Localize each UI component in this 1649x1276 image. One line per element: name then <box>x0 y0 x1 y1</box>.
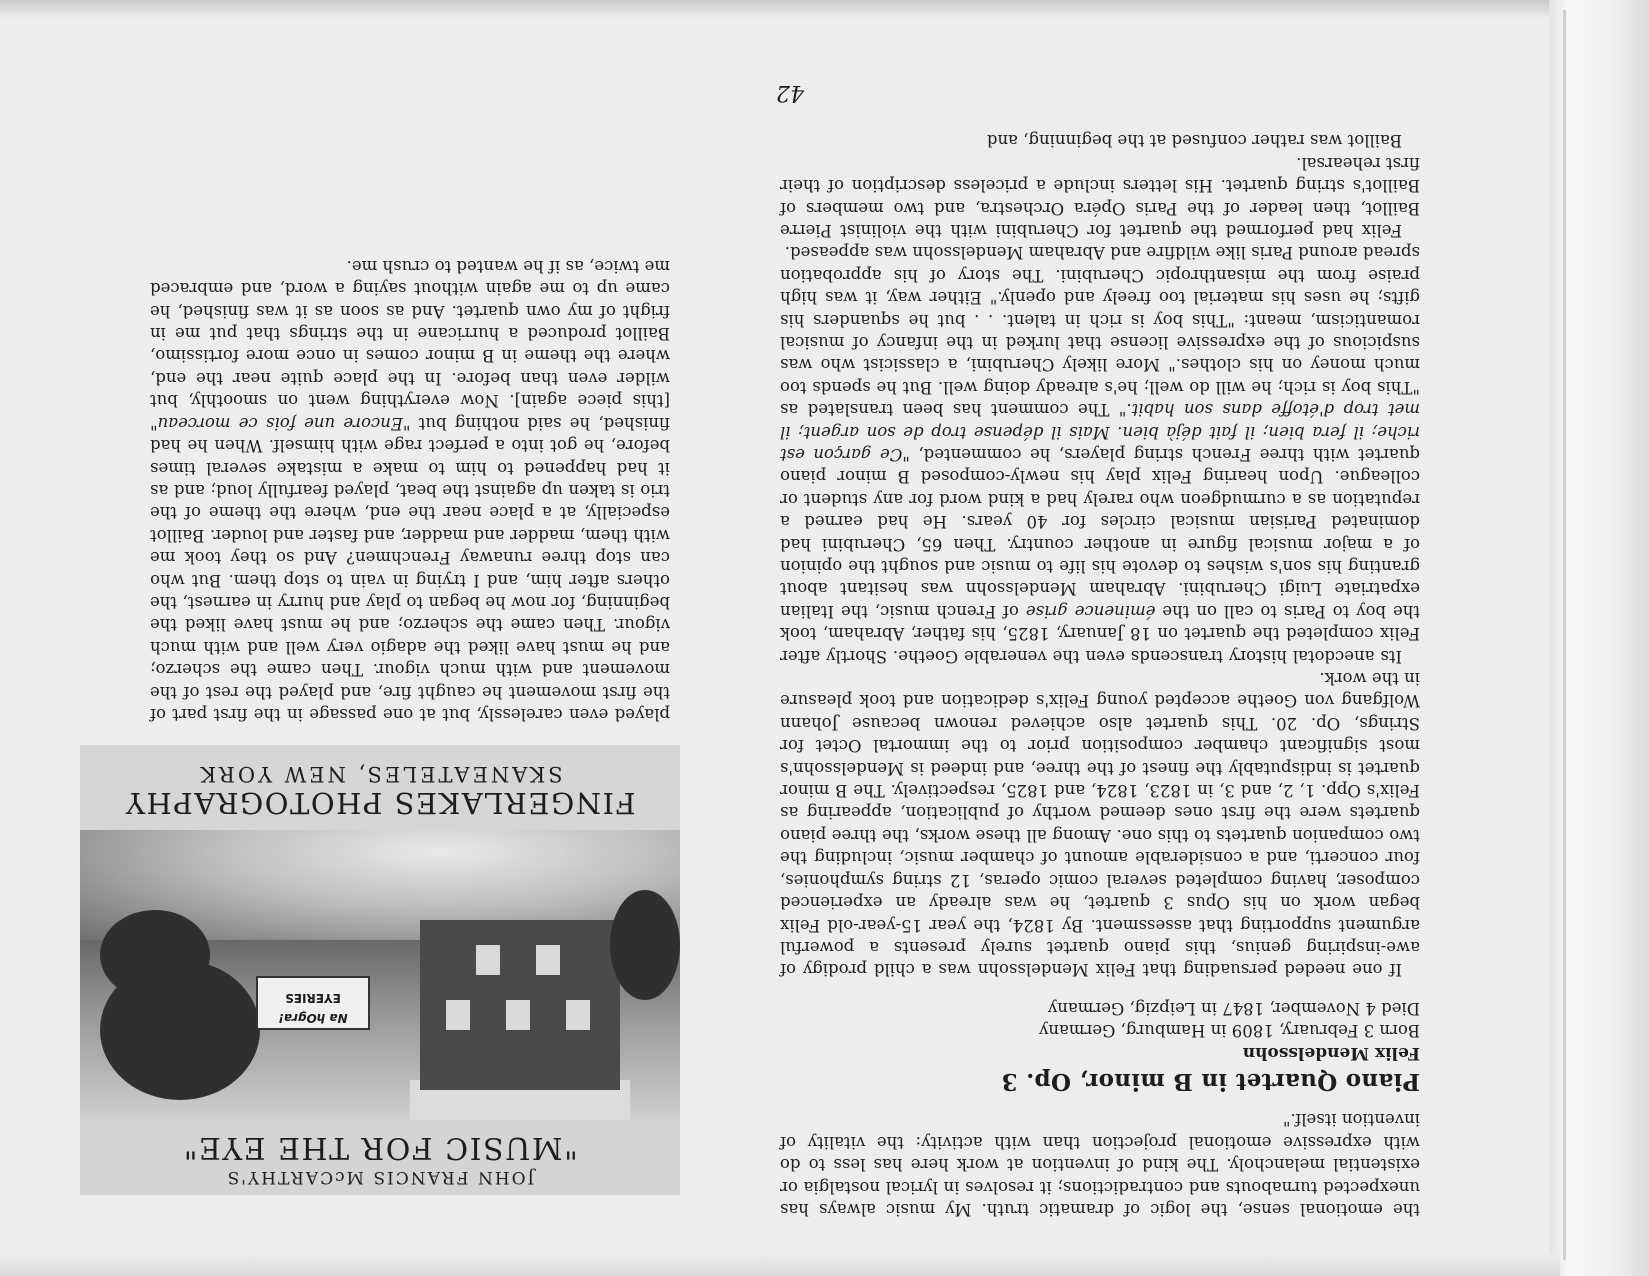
essay-paragraph-2 <box>780 241 1420 667</box>
paragraph-2-part-a: Its anecdotal history transcends even the venerable Goethe. Shortly after Felix completed the quartet on 18 January, 1825, his father, Abraham, took the boy to Paris to call on the <box>780 601 1420 666</box>
paragraph-2-italic-term: éminence grise <box>1025 601 1156 621</box>
ad-header <box>80 1120 680 1195</box>
scan-bottom-shadow <box>0 1254 1560 1276</box>
section-title: Piano Quartet in B minor, Op. 3 <box>1001 1067 1420 1095</box>
ad-studio-name: FINGERLAKES PHOTOGRAPHY <box>124 786 636 820</box>
photo-street-sign <box>256 976 370 1030</box>
page-number: 42 <box>776 80 804 105</box>
essay-column <box>780 129 1420 1220</box>
died-line: Died 4 November, 1847 in Leipzig, Germany <box>1047 998 1420 1018</box>
photo-window <box>446 1000 470 1030</box>
photo-window <box>536 945 560 975</box>
quote-continuation <box>150 254 670 725</box>
photo-house <box>420 920 620 1090</box>
composer-name: Felix Mendelssohn <box>1242 1042 1420 1063</box>
photo-window <box>476 945 500 975</box>
photo-window <box>566 1000 590 1030</box>
scan-top-shadow <box>0 0 1560 18</box>
ad-city: SKANEATELES, NEW YORK <box>197 762 563 786</box>
born-line: Born 3 February, 1809 in Hamburg, Germany <box>1039 1021 1420 1041</box>
quote-part-a: played even carelessly, but at one passage in the first part of the first movement he caught fire, and played the rest of the movement and with much vigour. Then came the scherzo; and he must have liked the adagio very well and with much vigour. Then came the scherzo; and he must have liked the beginning, for now he began to play and hurry in earnest, the others after him, and I trying in vain to stop them. But who can stop three runaway Frenchmen? And so they took me with them, madder and madder, and faster and louder. Baillot especially, at a place near the end, where the theme of the trio is taken up against the beat, played fearfully loud; and as it had happened to him to make a mistake several times before, he got into a perfect rage with himself. When he had finished, he said nothing but <box>150 413 670 724</box>
ad-photograph <box>80 830 680 1120</box>
paragraph-2-part-c: The comment has been translated as "This boy is rich; he will do well; he's already doing well. But he spends too much money on his clothes." More likely Cherubini, a classicist who was suspicious of the expressive license that lurked in the infancy of musical romanticism, meant: "This boy is rich in talent. . . but he squanders his gifts; he uses his material too freely and openly." Either way, it was high praise from the misanthropic Cherubini. The story of his approbation spread around Paris like wildfire and Abraham Mendelssohn was appeased. <box>780 243 1420 420</box>
photo-tree <box>100 910 210 1000</box>
photo-window <box>506 1000 530 1030</box>
essay-paragraph-1: If one needed persuading that Felix Mendelssohn was a child prodigy of awe-inspiring genius, this piano quartet surely presents a powerful argument supporting that assessment. By 1824, the year 15-year-old Felix began work on his Opus 3 quartet, he was already an experienced composer, having completed several comic operas, 12 string symphonies, four concerti, and a considerable amount of chamber music, including the two companion quartets to this one. Among all these works, the three piano quartets were the first ones deemed worthy of publication, appearing as Felix's Opp. 1, 2, and 3, in 1823, 1824, and 1825, respectively. The B minor quartet is indisputably the finest of the three, and indeed is Mendelssohn's most significant chamber composition prior to the immortal Octet for Strings, Op. 20. This quartet also achieved renown because Johann Wolfgang von Goethe accepted young Felix's dedication and took pleasure in the work. <box>780 669 1420 980</box>
photography-advertisement <box>80 745 680 1195</box>
paragraph-2-part-b: of French music, the Italian expatriate Luigi Cherubini. Abraham Mendelssohn was hesitant about granting his son's wishes to devote his life to music and sought the opinion of a major musical figure in another country. Then 65, Cherubini had dominated Parisian musical circles for 40 years. He had earned a reputation as a curmudgeon who rarely had a kind word for any student or colleague. Upon hearing Felix play his newly-composed B minor piano quartet with three French string players, he commented, <box>780 445 1420 621</box>
sign-line-2: EYERIES <box>285 991 341 1005</box>
ad-footer <box>80 745 680 830</box>
rotated-page-content <box>40 30 1540 1250</box>
book-fore-edge <box>1549 0 1649 1276</box>
ad-title: "MUSIC FOR THE EYE" <box>182 1130 578 1165</box>
sign-line-1: Na hOgra! <box>278 1011 348 1025</box>
intro-paragraph: the emotional sense, the logic of dramatic truth. My music always has unexpected turnabouts and contradictions; it resolves in lyrical nostalgia or existential melancholy. The kind of invention at work here has less to do with expressive emotional projection than with activity: the vitality of invention itself." <box>780 1110 1420 1219</box>
quote-italic: "Encore une fois ce morceau" <box>150 413 411 433</box>
essay-paragraph-4: Baillot was rather confused at the beginning, and <box>986 131 1402 151</box>
spacer <box>780 980 1420 996</box>
essay-paragraph-3: Felix had performed the quartet for Cherubini with the violinist Pierre Baillot, then leader of the Paris Opéra Orchestra, and two members of Baillot's string quartet. His letters include a priceless description of their first rehearsal. <box>780 153 1420 240</box>
continuation-column <box>150 254 670 725</box>
ad-byline: JOHN FRANCIS McCARTHY'S <box>225 1167 535 1187</box>
quote-part-b: [this piece again]. Now everything went on smoothly, but wilder even than before. In the place quite near the end, where the theme in B minor comes in once more fortissimo, Baillot produced a hurricane in the strings that put me in fright of my own quartet. And as soon as it was finished, he came up to me again without saying a word, and embraced me twice, as if he wanted to crush me. <box>150 256 670 411</box>
photo-tree <box>610 890 680 1000</box>
paragraph-2-french-quote: "Ce garçon est riche; il fera bien; il fait déjà bien. Mais il dépense trop de son argent; il met trop d'étoffe dans son habit." <box>779 400 1420 464</box>
